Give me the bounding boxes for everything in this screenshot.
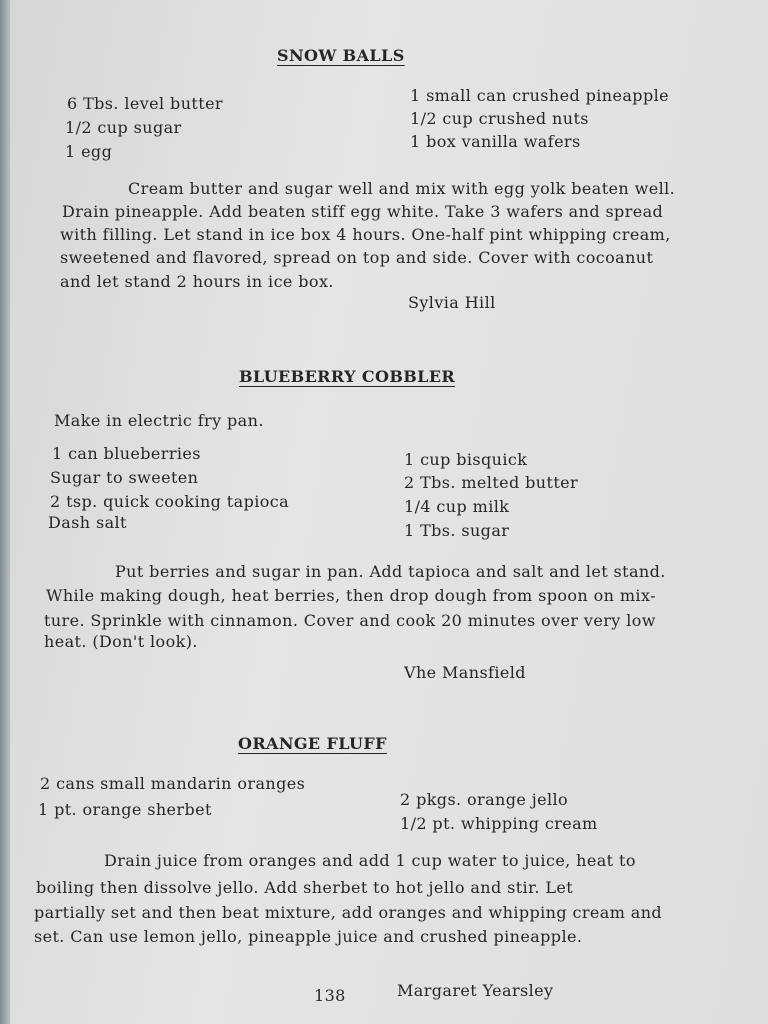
- ingredient: 1 box vanilla wafers: [410, 132, 581, 151]
- direction-line: sweetened and flavored, spread on top and side. Cover with cocoanut: [60, 248, 654, 267]
- recipe-title: BLUEBERRY COBBLER: [239, 367, 456, 386]
- direction-line: While making dough, heat berries, then drop dough from spoon on mix-: [46, 586, 656, 605]
- ingredient: Sugar to sweeten: [50, 468, 199, 487]
- ingredient: 1 Tbs. sugar: [404, 521, 510, 540]
- direction-line: Drain pineapple. Add beaten stiff egg white. Take 3 wafers and spread: [62, 202, 664, 221]
- ingredient: 1 egg: [65, 142, 113, 161]
- ingredient: 1/4 cup milk: [404, 497, 510, 516]
- direction-line: set. Can use lemon jello, pineapple juice and crushed pineapple.: [34, 927, 583, 946]
- recipe-note: Make in electric fry pan.: [54, 411, 264, 430]
- recipe-author: Vhe Mansfield: [404, 663, 526, 682]
- ingredient: 1/2 cup sugar: [65, 118, 182, 137]
- ingredient: 1 can blueberries: [52, 444, 201, 463]
- direction-line: boiling then dissolve jello. Add sherbet to hot jello and stir. Let: [36, 878, 574, 897]
- ingredient: Dash salt: [48, 513, 127, 532]
- ingredient: 2 Tbs. melted butter: [404, 473, 579, 492]
- direction-line: Cream butter and sugar well and mix with egg yolk beaten well.: [128, 179, 676, 198]
- direction-line: heat. (Don't look).: [44, 632, 198, 651]
- ingredient: 2 tsp. quick cooking tapioca: [50, 492, 290, 511]
- direction-line: and let stand 2 hours in ice box.: [60, 272, 334, 291]
- ingredient: 1 small can crushed pineapple: [410, 86, 669, 105]
- ingredient: 2 cans small mandarin oranges: [40, 774, 306, 793]
- recipe-author: Margaret Yearsley: [397, 981, 554, 1000]
- direction-line: with filling. Let stand in ice box 4 hours. One-half pint whipping cream,: [60, 225, 671, 244]
- direction-line: Drain juice from oranges and add 1 cup water to juice, heat to: [104, 851, 636, 870]
- direction-line: Put berries and sugar in pan. Add tapioca and salt and let stand.: [115, 562, 666, 581]
- page-edge: [0, 0, 10, 1024]
- ingredient: 2 pkgs. orange jello: [400, 790, 569, 809]
- ingredient: 1/2 pt. whipping cream: [400, 814, 598, 833]
- recipe-author: Sylvia Hill: [408, 293, 496, 312]
- direction-line: partially set and then beat mixture, add oranges and whipping cream and: [34, 903, 663, 922]
- recipe-title: ORANGE FLUFF: [238, 734, 387, 753]
- ingredient: 6 Tbs. level butter: [67, 94, 223, 113]
- ingredient: 1 pt. orange sherbet: [38, 800, 212, 819]
- ingredient: 1/2 cup crushed nuts: [410, 109, 589, 128]
- recipe-title: SNOW BALLS: [277, 46, 405, 65]
- page-number: 138: [314, 986, 346, 1005]
- direction-line: ture. Sprinkle with cinnamon. Cover and cook 20 minutes over very low: [44, 611, 656, 630]
- ingredient: 1 cup bisquick: [404, 450, 528, 469]
